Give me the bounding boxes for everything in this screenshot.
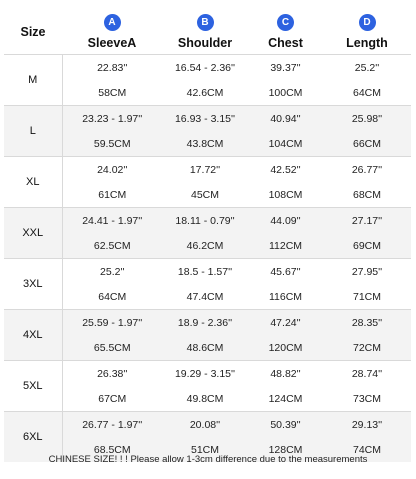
table-row — [4, 208, 411, 234]
length-inch-value: 28.35'' — [323, 310, 411, 336]
size-label: XXL — [4, 208, 62, 259]
sleeve-inch-value: 24.41 - 1.97'' — [62, 208, 162, 234]
length-column-label: Length — [346, 36, 388, 50]
chest-inch-value: 47.24'' — [248, 310, 323, 336]
shoulder-cm-value: 46.2CM — [162, 233, 248, 259]
sleeve-cm-value: 64CM — [98, 290, 127, 303]
table-row — [4, 386, 411, 412]
shoulder-cm-value: 51CM — [162, 437, 248, 462]
table-row — [4, 106, 411, 132]
sleeve-cm-value: 58CM — [98, 86, 127, 99]
sleeve-cm-value: 68.5CM — [62, 437, 162, 462]
shoulder-column-label: Shoulder — [177, 36, 233, 50]
sleeve-cm-value: 62.5CM — [62, 233, 162, 259]
sleeve-column-label: SleeveA — [87, 36, 137, 50]
shoulder-inch-value: 16.54 - 2.36'' — [162, 55, 248, 81]
shoulder-inch-value: 19.29 - 3.15'' — [162, 361, 248, 387]
shoulder-inch-value: 16.93 - 3.15'' — [162, 106, 248, 132]
header-row — [4, 4, 411, 55]
sleeve-inch-value: 23.23 - 1.97'' — [62, 106, 162, 132]
length-inch-value: 26.77'' — [323, 157, 411, 183]
chest-inch-value: 45.67'' — [248, 259, 323, 285]
sleeve-inch-value: 26.77 - 1.97'' — [62, 412, 162, 438]
length-cm-value: 68CM — [352, 188, 381, 201]
badge-a: A — [104, 14, 121, 31]
sleeve-inch-value: 25.2'' — [62, 259, 162, 285]
size-chart-header — [4, 4, 411, 55]
size-column-header: Size — [4, 4, 62, 55]
shoulder-cm-value: 49.8CM — [186, 392, 224, 405]
chest-cm-value: 120CM — [248, 335, 323, 361]
sleeve-cm-value: 65.5CM — [62, 335, 162, 361]
shoulder-inch-value: 18.11 - 0.79'' — [162, 208, 248, 234]
sleeve-cm-value: 61CM — [98, 188, 127, 201]
table-row — [4, 80, 411, 106]
size-label: 4XL — [4, 310, 62, 361]
size-label: XL — [4, 157, 62, 208]
badge-c: C — [277, 14, 294, 31]
table-row — [4, 131, 411, 157]
chest-inch-value: 50.39'' — [248, 412, 323, 438]
shoulder-inch-value: 18.9 - 2.36'' — [162, 310, 248, 336]
chest-inch-value: 48.82'' — [248, 361, 323, 387]
shoulder-inch-value: 20.08'' — [162, 412, 248, 438]
length-cm-value: 69CM — [323, 233, 411, 259]
length-cm-value: 74CM — [323, 437, 411, 462]
shoulder-cm-value: 47.4CM — [186, 290, 224, 303]
chest-cm-value: 124CM — [268, 392, 303, 405]
shoulder-inch-value: 18.5 - 1.57'' — [162, 259, 248, 285]
length-inch-value: 27.95'' — [323, 259, 411, 285]
shoulder-cm-value: 42.6CM — [186, 86, 224, 99]
table-row — [4, 259, 411, 285]
table-row — [4, 412, 411, 438]
table-row — [4, 233, 411, 259]
length-inch-value: 25.98'' — [323, 106, 411, 132]
chest-cm-value: 128CM — [248, 437, 323, 462]
sleeve-inch-value: 22.83'' — [62, 55, 162, 81]
table-row — [4, 284, 411, 310]
length-inch-value: 25.2'' — [323, 55, 411, 81]
sleeve-inch-value: 25.59 - 1.97'' — [62, 310, 162, 336]
table-row — [4, 335, 411, 361]
table-row — [4, 157, 411, 183]
length-inch-value: 28.74'' — [323, 361, 411, 387]
table-row — [4, 310, 411, 336]
badge-b: B — [197, 14, 214, 31]
length-cm-value: 73CM — [352, 392, 381, 405]
chest-inch-value: 42.52'' — [248, 157, 323, 183]
chest-cm-value: 112CM — [248, 233, 323, 259]
size-label: 6XL — [4, 412, 62, 463]
sleeve-column-header — [62, 4, 162, 55]
length-inch-value: 29.13'' — [323, 412, 411, 438]
size-chart-body — [4, 55, 411, 463]
shoulder-inch-value: 17.72'' — [162, 157, 248, 183]
badge-d: D — [359, 14, 376, 31]
chest-column-header — [248, 4, 323, 55]
chest-cm-value: 104CM — [248, 131, 323, 157]
size-label: 5XL — [4, 361, 62, 412]
size-label: L — [4, 106, 62, 157]
sleeve-cm-value: 67CM — [98, 392, 127, 405]
table-row — [4, 361, 411, 387]
length-cm-value: 72CM — [323, 335, 411, 361]
sleeve-inch-value: 24.02'' — [62, 157, 162, 183]
chest-cm-value: 100CM — [268, 86, 303, 99]
size-label: M — [4, 55, 62, 106]
shoulder-cm-value: 48.6CM — [162, 335, 248, 361]
length-cm-value: 64CM — [352, 86, 381, 99]
chest-inch-value: 44.09'' — [248, 208, 323, 234]
sleeve-inch-value: 26.38'' — [62, 361, 162, 387]
size-disclaimer: CHINESE SIZE! ! ! Please allow 1-3cm difference due to the measurements — [48, 454, 368, 465]
chest-inch-value: 40.94'' — [248, 106, 323, 132]
chest-cm-value: 116CM — [268, 290, 303, 303]
chest-column-label: Chest — [268, 36, 303, 50]
shoulder-column-header — [162, 4, 248, 55]
sleeve-cm-value: 59.5CM — [62, 131, 162, 157]
size-chart-table — [4, 4, 411, 462]
size-label: 3XL — [4, 259, 62, 310]
chest-inch-value: 39.37'' — [248, 55, 323, 81]
chest-cm-value: 108CM — [268, 188, 303, 201]
shoulder-cm-value: 43.8CM — [162, 131, 248, 157]
length-cm-value: 66CM — [323, 131, 411, 157]
shoulder-cm-value: 45CM — [190, 188, 219, 201]
table-row — [4, 182, 411, 208]
table-row — [4, 55, 411, 81]
length-column-header — [323, 4, 411, 55]
length-cm-value: 71CM — [352, 290, 381, 303]
length-inch-value: 27.17'' — [323, 208, 411, 234]
